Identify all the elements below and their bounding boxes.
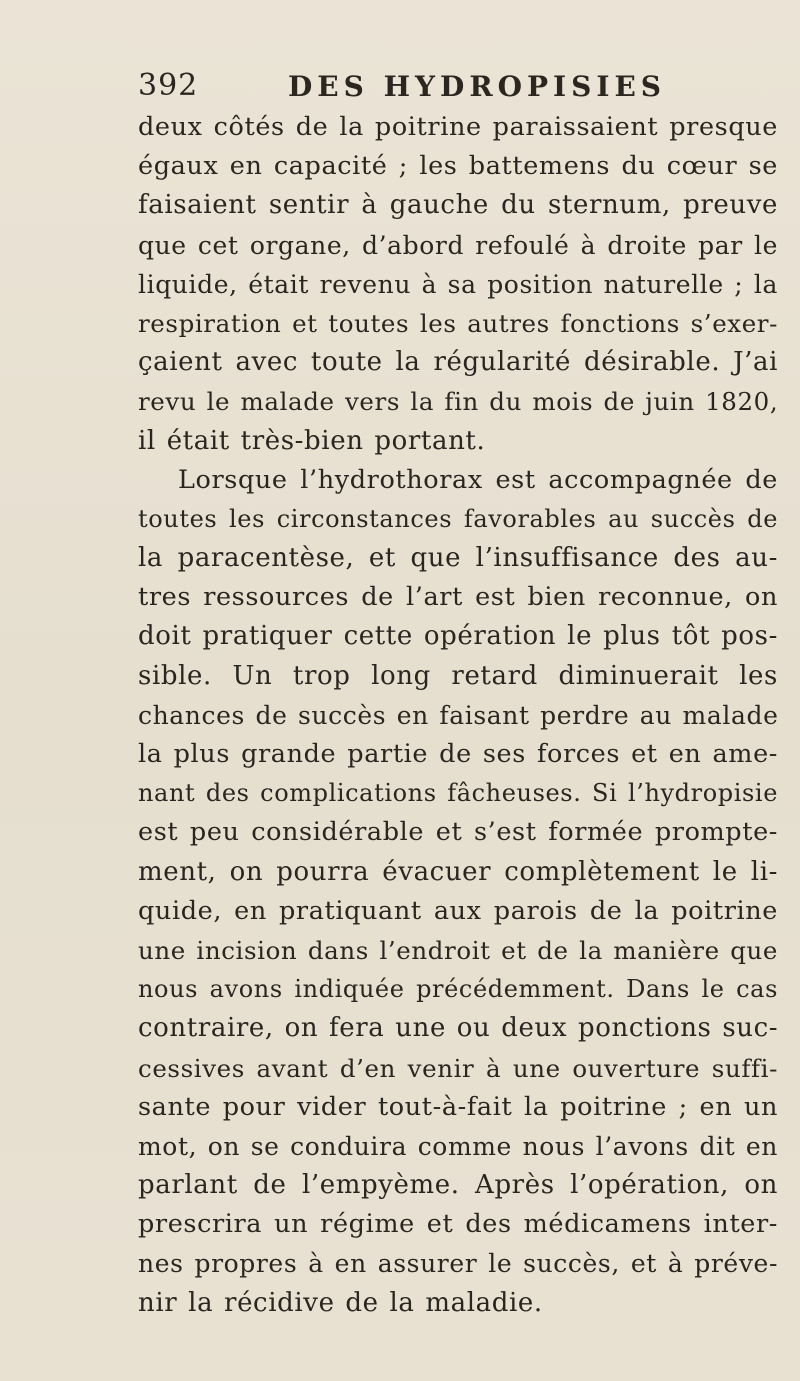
page-number: 392 [138,68,199,103]
text-line: cessives avant d’en venir à une ouverture suffi- [138,1053,778,1083]
text-line: parlant de l’empyème. Après l’opération, on [138,1170,778,1201]
text-line: faisaient sentir à gauche du sternum, preuve [138,190,778,221]
text-line: sante pour vider tout-à-fait la poitrine ; en un [138,1091,778,1122]
text-line: tres ressources de l’art est bien reconnue, on [138,582,778,613]
text-line: nous avons indiquée précédemment. Dans le cas [138,975,778,1004]
text-line: sible. Un trop long retard diminuerait les [138,660,778,691]
text-line: chances de succès en faisant perdre au malade [138,700,779,730]
text-line: liquide, était revenu à sa position naturelle ; la [138,269,778,299]
page-header [138,68,778,112]
text-line: çaient avec toute la régularité désirable. J’ai [138,347,778,378]
text-line: nir la récidive de la maladie. [138,1287,543,1318]
text-line: ment, on pourra évacuer complètement le li- [138,856,778,887]
text-line: prescrira un régime et des médicamens inter- [138,1209,778,1240]
body-text [138,108,778,1323]
text-line: contraire, on fera une ou deux ponctions suc- [138,1013,779,1044]
text-line: toutes les circonstances favorables au succès de [138,504,778,533]
text-line: une incision dans l’endroit et de la manière que [138,935,778,965]
text-line: est peu considérable et s’est formée prompte- [138,817,778,848]
text-line: nes propres à en assurer le succès, et à préve- [138,1249,778,1279]
text-line: quide, en pratiquant aux parois de la poitrine [138,895,778,926]
text-line: Lorsque l’hydrothorax est accompagnée de [178,464,778,495]
text-line: la plus grande partie de ses forces et en ame- [138,739,778,769]
text-line: la paracentèse, et que l’insuffisance des au- [138,543,778,574]
text-line: revu le malade vers la fin du mois de juin 1820, [138,387,779,417]
text-line: il était très-bien portant. [138,425,486,456]
text-line: mot, on se conduira comme nous l’avons dit en [138,1131,778,1161]
text-line: nant des complications fâcheuses. Si l’hydropisie [138,779,778,808]
text-line: doit pratiquer cette opération le plus tôt pos- [138,621,778,652]
text-line: que cet organe, d’abord refoulé à droite par le [138,230,778,260]
running-title: DES HYDROPISIES [288,70,667,103]
text-line: égaux en capacité ; les battemens du cœur se [138,151,778,182]
text-line: respiration et toutes les autres fonctions s’exer- [138,308,778,338]
text-line: deux côtés de la poitrine paraissaient presque [138,112,778,142]
